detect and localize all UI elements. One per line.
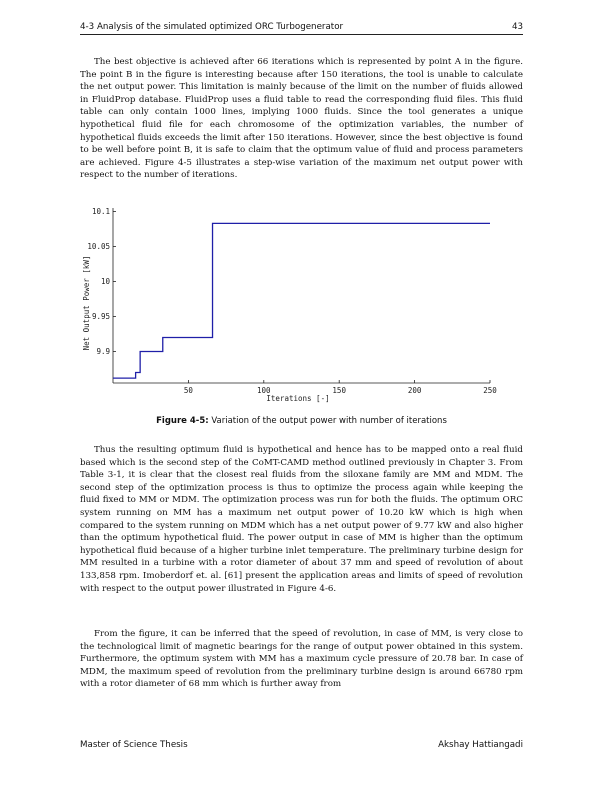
chart-series (113, 223, 490, 378)
x-tick-label: 150 (332, 386, 346, 395)
header-rule (80, 34, 523, 35)
figure-caption (80, 416, 523, 426)
paragraph-3: From the figure, it can be inferred that the speed of revolution, in case of MM, is very close to the technological limit of magnetic bearings for the range of output power obtained in this system. Furthermore, the optimum system with MM has a maximum cycle pressure of 20.78 bar. In case of MDM, the maximum speed of revolution from the preliminary turbine design is around 66780 rpm with a rotor diameter of 68 mm which is further away from (80, 629, 523, 690)
y-tick-label: 10 (100, 277, 110, 286)
x-tick-label: 250 (483, 386, 497, 395)
y-tick-label: 9.95 (91, 312, 110, 321)
chart-axes (87, 207, 497, 395)
paragraph-2: Thus the resulting optimum fluid is hypothetical and hence has to be mapped onto a real fluid based which is the second step of the CoMT-CAMD method outlined previously in Chapter 3. From Table 3-1, it is clear that the closest real fluids from the siloxane family are MM and MDM. The second step of the optimization process is thus to optimize the process again while keeping the fluid fixed to MM or MDM. The optimization process was run for both the fluids. The optimum ORC system running on MM has a maximum net output power of 10.20 kW which is high when compared to the system running on MDM which has a net output power of 9.77 kW and also higher than the optimum hypothetical fluid. The power output in case of MM is higher than the optimum hypothetical fluid because of a higher turbine inlet temperature. The preliminary turbine design for MM resulted in a turbine with a rotor diameter of about 37 mm and speed of revolution of about 133,858 rpm. Imoberdorf et. al. [61] present the application areas and limits of speed of revolution with respect to the output power illustrated in Figure 4-6. (80, 445, 523, 594)
x-tick-label: 200 (407, 386, 422, 395)
header-section-title: 4-3 Analysis of the simulated optimized ORC Turbogenerator (80, 22, 344, 32)
header-page-number: 43 (511, 22, 523, 32)
y-axis-label: Net Output Power [kW] (82, 255, 91, 351)
figure-caption-text: Variation of the output power with number of iterations (211, 416, 447, 426)
y-tick-label: 10.1 (91, 207, 110, 216)
running-footer (80, 740, 523, 754)
footer-thesis-type: Master of Science Thesis (80, 740, 188, 750)
series-line (113, 223, 490, 378)
x-tick-label: 50 (183, 386, 193, 395)
figure-label: Figure 4-5: (156, 416, 209, 426)
x-axis-label: Iterations [-] (266, 394, 330, 403)
chart-labels (82, 256, 330, 403)
footer-author: Akshay Hattiangadi (438, 740, 523, 750)
line-chart (80, 198, 523, 408)
y-tick-label: 9.9 (96, 347, 110, 356)
figure-4-5 (80, 198, 523, 408)
paragraph-1: The best objective is achieved after 66 iterations which is represented by point A in the figure. The point B in the figure is interesting because after 150 iterations, the tool is unable to calculate the net output power. This limitation is mainly because of the limit on the number of fluids allowed in FluidProp database. FluidProp uses a fluid table to read the corresponding fluid files. This fluid table can only contain 1000 lines, implying 1000 fluids. Since the tool generates a unique hypothetical fluid file for each chromosome of the optimization variables, the number of hypothetical fluids exceeds the limit after 150 iterations. However, since the best objective is found to be well before point B, it is safe to claim that the optimum value of fluid and process parameters are achieved. Figure 4-5 illustrates a step-wise variation of the maximum net output power with respect to the number of iterations. (80, 57, 523, 181)
y-tick-label: 10.05 (87, 242, 110, 251)
x-tick-label: 100 (257, 386, 271, 395)
